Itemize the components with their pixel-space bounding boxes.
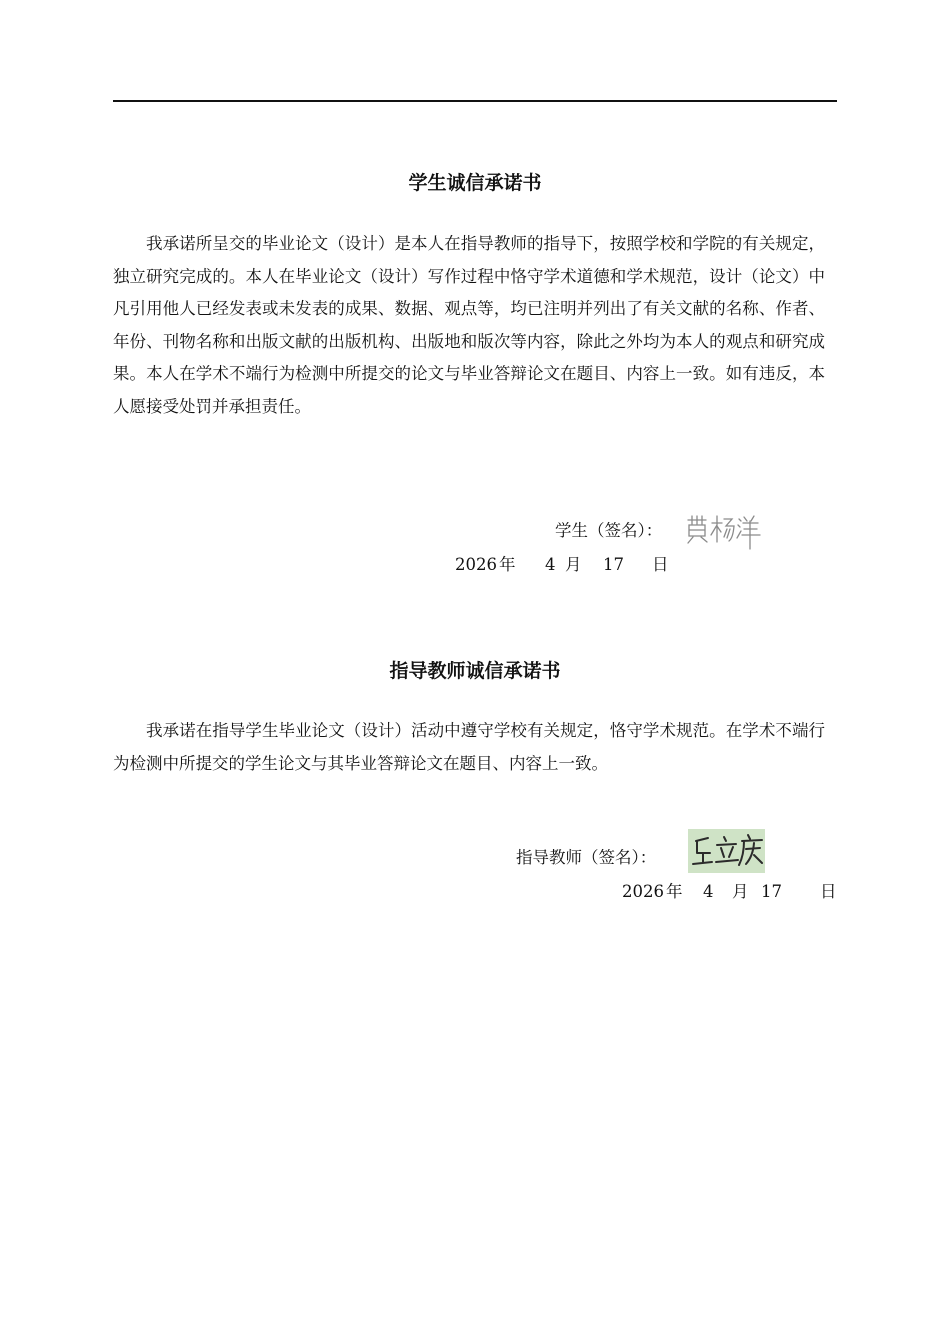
student-date-day-unit: 日 xyxy=(652,555,669,574)
student-date-month-unit: 月 xyxy=(565,555,582,574)
student-date-year-unit: 年 xyxy=(499,555,516,574)
advisor-pledge-body: 我承诺在指导学生毕业论文（设计）活动中遵守学校有关规定，恪守学术规范。在学术不端行为检测中所提交的学生论文与其毕业答辩论文在题目、内容上一致。 xyxy=(113,721,825,773)
advisor-date-day: 17 xyxy=(761,882,782,901)
student-pledge-body: 我承诺所呈交的毕业论文（设计）是本人在指导教师的指导下，按照学校和学院的有关规定，独立研究完成的。本人在毕业论文（设计）写作过程中恪守学术道德和学术规范，设计（论文）中凡引用他人已经发表或未发表的成果、数据、观点等，均已注明并列出了有关文献的名称、作者、年份、刊物名称和出版文献的出版机构、出版地和版次等内容，除此之外均为本人的观点和研究成果。本人在学术不端行为检测中所提交的论文与毕业答辩论文在题目、内容上一致。如有违反，本人愿接受处罚并承担责任。 xyxy=(113,234,825,416)
advisor-date-month: 4 xyxy=(703,882,714,901)
advisor-date-year-unit: 年 xyxy=(666,882,683,901)
advisor-date-month-unit: 月 xyxy=(732,882,749,901)
student-signature-label: 学生（签名）： xyxy=(555,521,663,540)
student-date-day: 17 xyxy=(603,555,624,574)
advisor-pledge-title: 指导教师诚信承诺书 xyxy=(389,660,561,682)
advisor-date-day-unit: 日 xyxy=(820,882,837,901)
student-date-year: 2026 xyxy=(455,555,497,574)
advisor-signature-label: 指导教师（签名）： xyxy=(516,848,657,867)
student-pledge-title: 学生诚信承诺书 xyxy=(408,172,542,194)
header-rule xyxy=(113,100,837,102)
student-date-month: 4 xyxy=(545,555,556,574)
advisor-signature xyxy=(688,829,765,873)
student-signature xyxy=(684,511,764,551)
advisor-date-year: 2026 xyxy=(622,882,664,901)
